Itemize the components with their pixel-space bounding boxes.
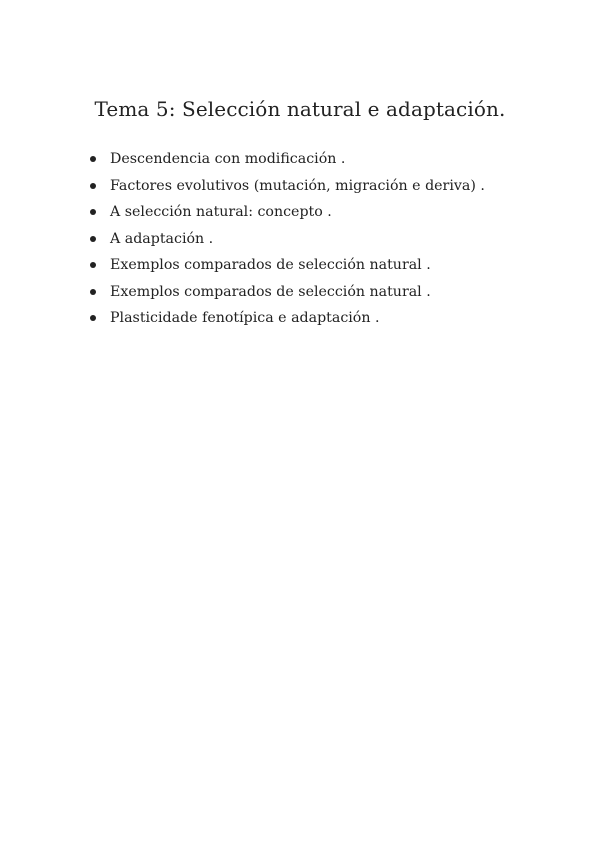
- bullet-icon: [90, 315, 96, 321]
- list-item-text: Factores evolutivos (mutación, migración e deriva) .: [110, 177, 485, 194]
- list-item: [90, 229, 485, 256]
- document-title: Tema 5: Selección natural e adaptación.: [94, 97, 506, 121]
- list-item-text: A selección natural: concepto .: [110, 204, 332, 220]
- list-item: [90, 202, 485, 229]
- list-item: [90, 176, 485, 203]
- bullet-icon: [90, 209, 96, 215]
- list-item: [90, 308, 485, 335]
- list-item-text: Plasticidade fenotípica e adaptación .: [110, 310, 380, 326]
- list-item-text: A adaptación .: [110, 230, 214, 247]
- bullet-icon: [90, 236, 96, 242]
- list-item: [90, 255, 485, 282]
- list-item-text: Exemplos comparados de selección natural .: [110, 257, 431, 273]
- list-item-text: Descendencia con modificación .: [110, 151, 346, 167]
- list-item: [90, 282, 485, 309]
- topic-list: [90, 149, 485, 335]
- bullet-icon: [90, 156, 96, 162]
- bullet-icon: [90, 183, 96, 189]
- list-item: [90, 149, 485, 176]
- list-item-text: Exemplos comparados de selección natural .: [110, 283, 431, 300]
- bullet-icon: [90, 289, 96, 295]
- bullet-icon: [90, 262, 96, 268]
